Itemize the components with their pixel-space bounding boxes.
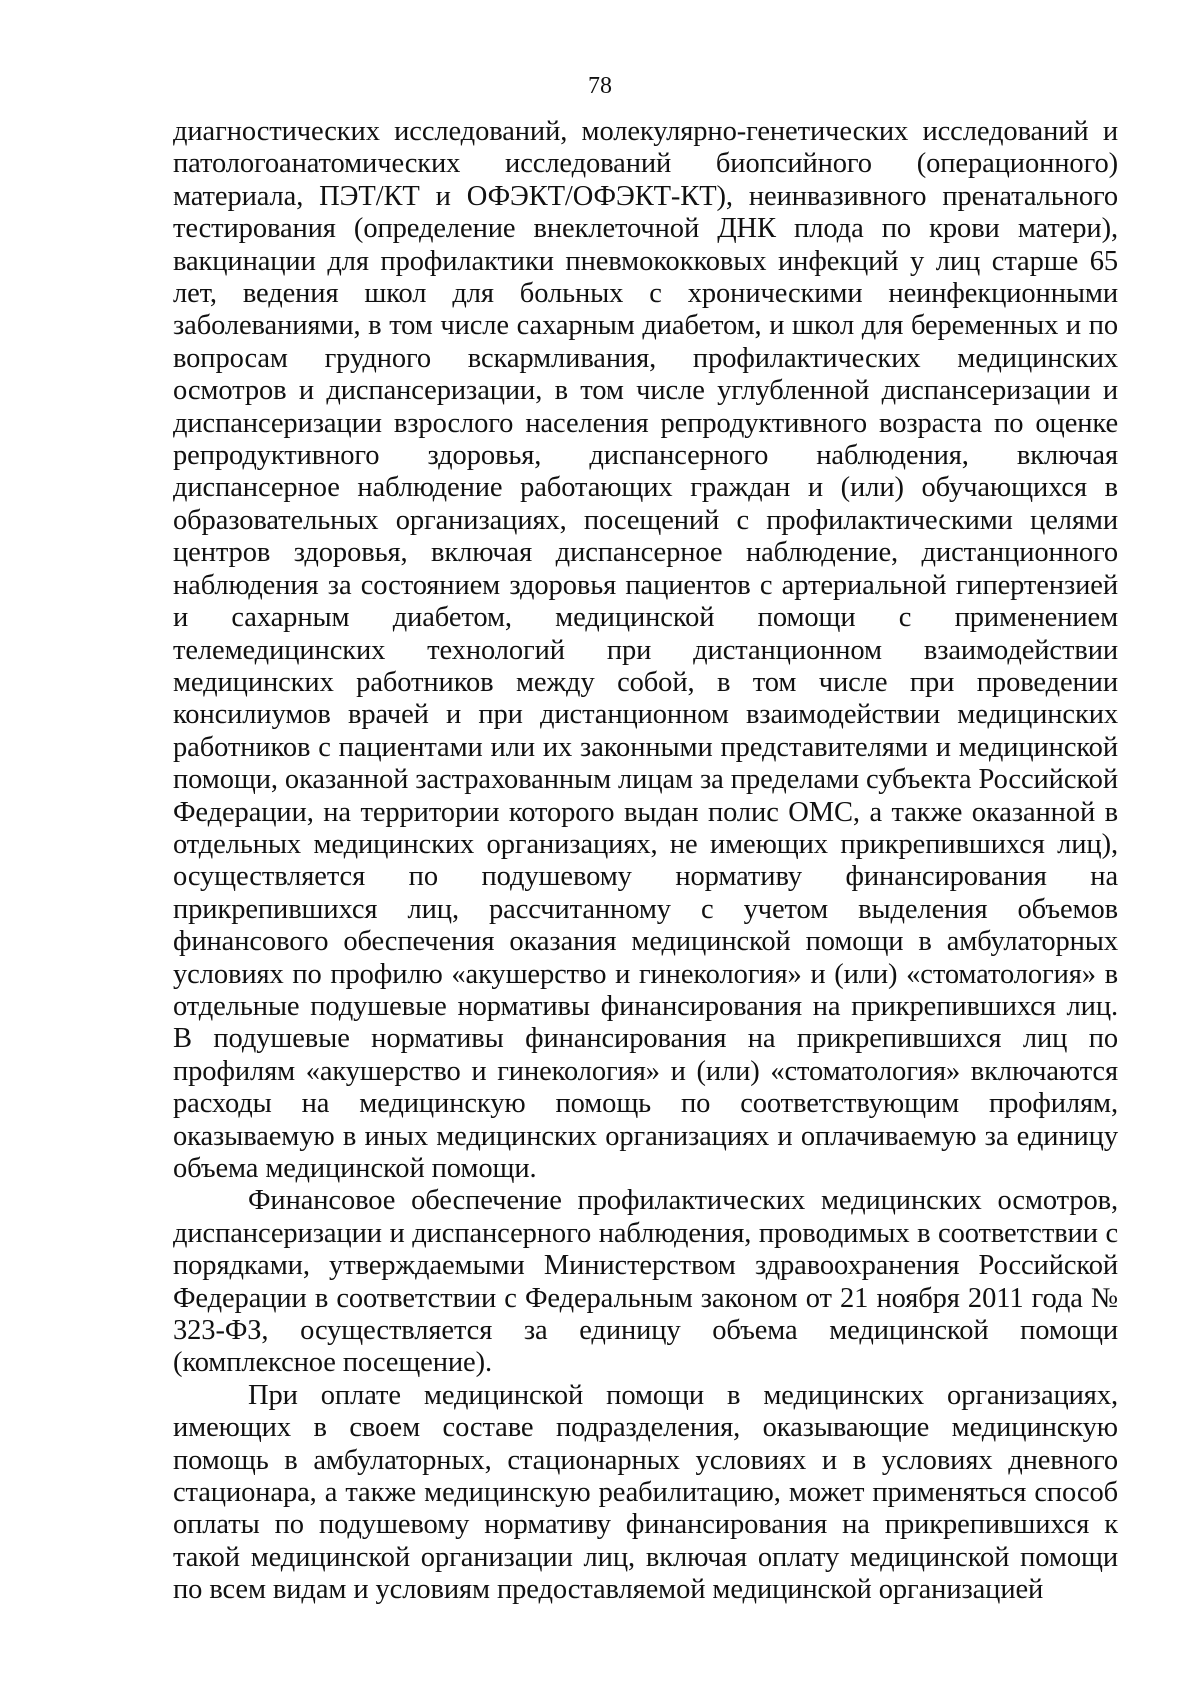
page-number: 78	[588, 73, 612, 99]
paragraph: Финансовое обеспечение профилактических медицинских осмотров, диспансеризации и диспансерного наблюдения, проводимых в соответствии с порядками, утверждаемыми Министерством здравоохранения Российской Федерации в соответствии с Федеральным законом от 21 ноября 2011 года № 323-ФЗ, осуществляется за единицу объема медицинской помощи (комплексное посещение).	[173, 1185, 1118, 1379]
paragraph: При оплате медицинской помощи в медицинских организациях, имеющих в своем составе подразделения, оказывающие медицинскую помощь в амбулаторных, стационарных условиях и в условиях дневного стационара, а также медицинскую реабилитацию, может применяться способ оплаты по подушевому нормативу финансирования на прикрепившихся к такой медицинской организации лиц, включая оплату медицинской помощи по всем видам и условиям предоставляемой медицинской организацией	[173, 1379, 1118, 1606]
paragraph-continued: диагностических исследований, молекулярно-генетических исследований и патологоанатомических исследований биопсийного (операционного) материала, ПЭТ/КТ и ОФЭКТ/ОФЭКТ-КТ), неинвазивного пренатального тестирования (определение внеклеточной ДНК плода по крови матери), вакцинации для профилактики пневмококковых инфекций у лиц старше 65 лет, ведения школ для больных с хроническими неинфекционными заболеваниями, в том числе сахарным диабетом, и школ для беременных и по вопросам грудного вскармливания, профилактических медицинских осмотров и диспансеризации, в том числе углубленной диспансеризации и диспансеризации взрослого населения репродуктивного возраста по оценке репродуктивного здоровья, диспансерного наблюдения, включая диспансерное наблюдение работающих граждан и (или) обучающихся в образовательных организациях, посещений с профилактическими целями центров здоровья, включая диспансерное наблюдение, дистанционного наблюдения за состоянием здоровья пациентов с артериальной гипертензией и сахарным диабетом, медицинской помощи с применением телемедицинских технологий при дистанционном взаимодействии медицинских работников между собой, в том числе при проведении консилиумов врачей и при дистанционном взаимодействии медицинских работников с пациентами или их законными представителями и медицинской помощи, оказанной застрахованным лицам за пределами субъекта Российской Федерации, на территории которого выдан полис ОМС, а также оказанной в отдельных медицинских организациях, не имеющих прикрепившихся лиц), осуществляется по подушевому нормативу финансирования на прикрепившихся лиц, рассчитанному с учетом выделения объемов финансового обеспечения оказания медицинской помощи в амбулаторных условиях по профилю «акушерство и гинекология» и (или) «стоматология» в отдельные подушевые нормативы финансирования на прикрепившихся лиц. В подушевые нормативы финансирования на прикрепившихся лиц по профилям «акушерство и гинекология» и (или) «стоматология» включаются расходы на медицинскую помощь по соответствующим профилям, оказываемую в иных медицинских организациях и оплачиваемую за единицу объема медицинской помощи.	[173, 116, 1118, 1184]
document-body	[173, 116, 1118, 1607]
